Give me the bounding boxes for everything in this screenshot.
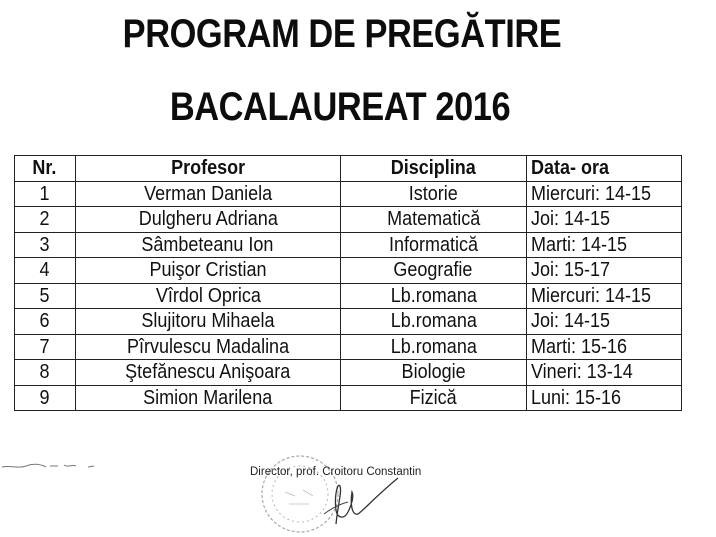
cell-data-ora: Joi: 14-15	[526, 207, 681, 233]
table-row	[15, 283, 682, 309]
cell-data-ora: Luni: 15-16	[526, 385, 681, 411]
table-body	[15, 181, 682, 411]
cell-data-ora: Miercuri: 14-15	[526, 181, 681, 207]
cell-profesor: Puişor Cristian	[75, 258, 341, 284]
document-title-line-1: PROGRAM DE PREGĂTIRE	[122, 12, 562, 56]
cell-nr: 2	[15, 207, 76, 233]
cell-profesor: Simion Marilena	[75, 385, 341, 411]
cell-profesor: Slujitoru Mihaela	[75, 309, 341, 335]
document-title-line-2: BACALAUREAT 2016	[169, 85, 511, 129]
cell-data-ora: Joi: 14-15	[526, 309, 681, 335]
header-data-ora: Data- ora	[526, 156, 681, 182]
cell-nr: 9	[15, 385, 76, 411]
cell-nr: 3	[15, 232, 76, 258]
cell-disciplina: Istorie	[341, 181, 527, 207]
cell-nr: 1	[15, 181, 76, 207]
cell-nr: 8	[15, 360, 76, 386]
cell-disciplina: Lb.romana	[341, 334, 527, 360]
cell-profesor: Dulgheru Adriana	[75, 207, 341, 233]
schedule-table	[14, 155, 682, 411]
scan-artifact-scribble	[0, 458, 110, 474]
cell-profesor: Verman Daniela	[75, 181, 341, 207]
table-row	[15, 309, 682, 335]
header-nr: Nr.	[15, 156, 76, 182]
cell-data-ora: Marti: 14-15	[526, 232, 681, 258]
table-row	[15, 360, 682, 386]
cell-nr: 4	[15, 258, 76, 284]
cell-profesor: Ştefănescu Anişoara	[75, 360, 341, 386]
table-row	[15, 258, 682, 284]
cell-disciplina: Biologie	[341, 360, 527, 386]
header-disciplina: Disciplina	[341, 156, 527, 182]
cell-disciplina: Matematică	[341, 207, 527, 233]
cell-data-ora: Marti: 15-16	[526, 334, 681, 360]
cell-data-ora: Vineri: 13-14	[526, 360, 681, 386]
cell-nr: 6	[15, 309, 76, 335]
header-profesor: Profesor	[75, 156, 341, 182]
table-row	[15, 207, 682, 233]
cell-nr: 7	[15, 334, 76, 360]
cell-disciplina: Fizică	[341, 385, 527, 411]
table-row	[15, 334, 682, 360]
cell-disciplina: Geografie	[341, 258, 527, 284]
cell-disciplina: Lb.romana	[341, 283, 527, 309]
cell-profesor: Pîrvulescu Madalina	[75, 334, 341, 360]
cell-data-ora: Miercuri: 14-15	[526, 283, 681, 309]
cell-nr: 5	[15, 283, 76, 309]
cell-profesor: Vîrdol Oprica	[75, 283, 341, 309]
cell-disciplina: Lb.romana	[341, 309, 527, 335]
cell-data-ora: Joi: 15-17	[526, 258, 681, 284]
cell-disciplina: Informatică	[341, 232, 527, 258]
table-row	[15, 385, 682, 411]
table-row	[15, 232, 682, 258]
handwritten-signature	[318, 474, 408, 530]
cell-profesor: Sâmbeteanu Ion	[75, 232, 341, 258]
table-row	[15, 181, 682, 207]
table-header-row	[15, 156, 682, 182]
director-signature-line: Director, prof. Croitoru Constantin	[250, 466, 422, 478]
